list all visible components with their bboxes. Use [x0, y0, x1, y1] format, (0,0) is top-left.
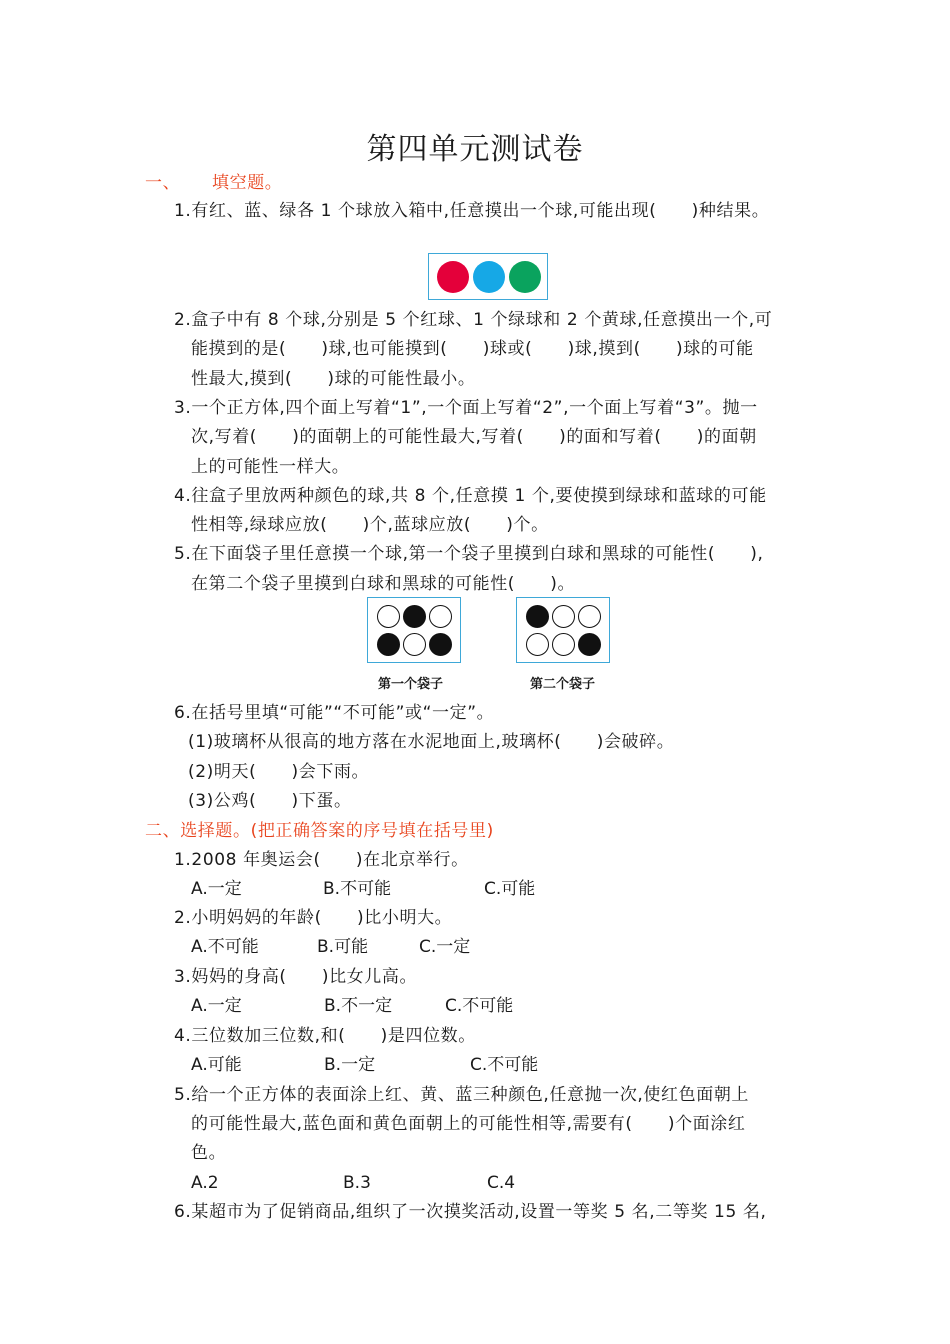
fill-question-4-line-2: 性相等,绿球应放( )个,蓝球应放( )个。: [191, 515, 549, 535]
color-balls-figure: [428, 253, 548, 300]
fill-question-1: 1.有红、蓝、绿各 1 个球放入箱中,任意摸出一个球,可能出现( )种结果。: [174, 201, 770, 221]
fill-question-6-sub-1: (1)玻璃杯从很高的地方落在水泥地面上,玻璃杯( )会破碎。: [188, 732, 675, 752]
fill-question-6-sub-2: (2)明天( )会下雨。: [188, 762, 370, 782]
fill-question-4-line-1: 4.往盒子里放两种颜色的球,共 8 个,任意摸 1 个,要使摸到绿球和蓝球的可能: [174, 486, 767, 506]
choice-4-option-b: B.一定: [324, 1055, 376, 1075]
choice-1-option-a: A.一定: [191, 879, 242, 899]
fill-question-2-line-3: 性最大,摸到( )球的可能性最小。: [191, 369, 476, 389]
choice-question-5-line-2: 的可能性最大,蓝色面和黄色面朝上的可能性相等,需要有( )个面涂红: [191, 1114, 746, 1134]
fill-question-5-line-1: 5.在下面袋子里任意摸一个球,第一个袋子里摸到白球和黑球的可能性( ),: [174, 544, 764, 564]
bag-2-ball: [526, 605, 549, 628]
bag-1-ball: [429, 605, 452, 628]
choice-question-4: 4.三位数加三位数,和( )是四位数。: [174, 1026, 476, 1046]
bag-1-ball: [377, 633, 400, 656]
choice-2-option-b: B.可能: [317, 937, 369, 957]
choice-5-option-b: B.3: [343, 1173, 371, 1193]
choice-5-option-a: A.2: [191, 1173, 219, 1193]
choice-4-option-a: A.可能: [191, 1055, 242, 1075]
fill-question-6-sub-3: (3)公鸡( )下蛋。: [188, 791, 352, 811]
section-2-heading: 二、选择题。(把正确答案的序号填在括号里): [145, 821, 494, 841]
bag-2-ball: [578, 633, 601, 656]
red-ball: [437, 261, 469, 293]
choice-question-6: 6.某超市为了促销商品,组织了一次摸奖活动,设置一等奖 5 名,二等奖 15 名,: [174, 1202, 767, 1222]
choice-3-option-a: A.一定: [191, 996, 242, 1016]
fill-question-3-line-2: 次,写着( )的面朝上的可能性最大,写着( )的面和写着( )的面朝: [191, 427, 757, 447]
choice-question-2: 2.小明妈妈的年龄( )比小明大。: [174, 908, 453, 928]
choice-2-option-c: C.一定: [419, 937, 471, 957]
fill-question-6: 6.在括号里填“可能”“不可能”或“一定”。: [174, 703, 495, 723]
fill-question-3-line-1: 3.一个正方体,四个面上写着“1”,一个面上写着“2”,一个面上写着“3”。抛一: [174, 398, 758, 418]
bag-1-ball: [429, 633, 452, 656]
page-title: 第四单元测试卷: [366, 132, 584, 167]
fill-question-2-line-1: 2.盒子中有 8 个球,分别是 5 个红球、1 个绿球和 2 个黄球,任意摸出一个,可: [174, 310, 773, 330]
choice-1-option-c: C.可能: [484, 879, 536, 899]
bag-2-ball: [552, 633, 575, 656]
bag-2-figure: [516, 597, 610, 663]
choice-3-option-b: B.不一定: [324, 996, 393, 1016]
bag-1-ball: [403, 605, 426, 628]
fill-question-3-line-3: 上的可能性一样大。: [191, 457, 350, 477]
fill-question-5-line-2: 在第二个袋子里摸到白球和黑球的可能性( )。: [191, 574, 576, 594]
choice-5-option-c: C.4: [487, 1173, 516, 1193]
choice-question-1: 1.2008 年奥运会( )在北京举行。: [174, 850, 469, 870]
choice-1-option-b: B.不可能: [323, 879, 392, 899]
fill-question-2-line-2: 能摸到的是( )球,也可能摸到( )球或( )球,摸到( )球的可能: [191, 339, 754, 359]
blue-ball: [473, 261, 505, 293]
bag-2-ball: [526, 633, 549, 656]
section-1-number: 一、: [145, 173, 181, 193]
bag-1-label: 第一个袋子: [378, 677, 444, 692]
bag-1-ball: [377, 605, 400, 628]
green-ball: [509, 261, 541, 293]
bag-2-label: 第二个袋子: [530, 677, 596, 692]
bag-1-figure: [367, 597, 461, 663]
bag-1-ball: [403, 633, 426, 656]
choice-question-5-line-1: 5.给一个正方体的表面涂上红、黄、蓝三种颜色,任意抛一次,使红色面朝上: [174, 1085, 750, 1105]
choice-4-option-c: C.不可能: [470, 1055, 539, 1075]
bag-2-ball: [578, 605, 601, 628]
choice-2-option-a: A.不可能: [191, 937, 259, 957]
choice-question-5-line-3: 色。: [191, 1143, 227, 1163]
bag-2-ball: [552, 605, 575, 628]
section-1-heading: 填空题。: [212, 173, 283, 193]
choice-question-3: 3.妈妈的身高( )比女儿高。: [174, 967, 418, 987]
choice-3-option-c: C.不可能: [445, 996, 514, 1016]
